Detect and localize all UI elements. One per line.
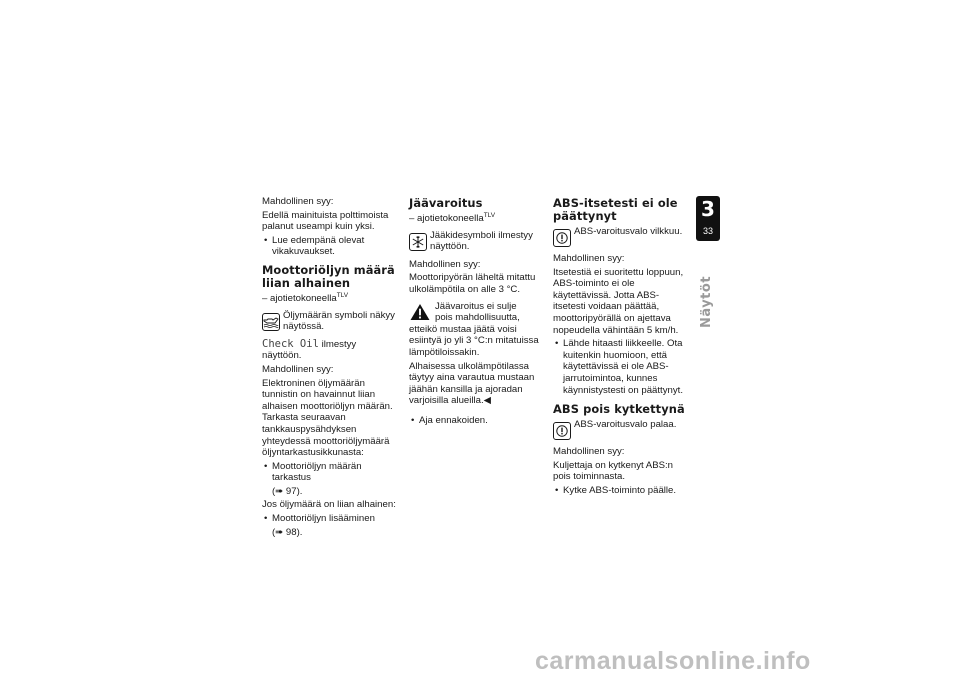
bullet-item: • Kytke ABS-toiminto päälle. (553, 485, 689, 497)
paragraph: Itsetestiä ei suoritettu loppuun, ABS-toiminto ei ole käytettävissä. Jotta ABS-itsetesti voidaan päättää, moottoripyörällä on ajettava nopeudella vähintään 5 km/h. (553, 266, 684, 336)
icon-description: ABS-varoitusvalo palaa. (574, 419, 677, 431)
check-oil-line (262, 339, 398, 362)
display-text-code: Check Oil (262, 337, 319, 350)
paragraph: Edellä mainituista polttimoista palanut useampi kuin yksi. (262, 209, 389, 233)
icon-description: Jääkidesymboli ilmestyy näyttöön. (430, 229, 533, 253)
chapter-tab (696, 196, 720, 241)
warning-triangle-icon (409, 303, 431, 321)
bullet-item: • Moottoriöljyn määrän tarkastus (262, 461, 398, 484)
end-marker-icon: ◀ (483, 395, 492, 407)
paragraph: Kuljettaja on kytkenyt ABS:n pois toiminnasta. (553, 459, 673, 483)
dash: – (262, 292, 268, 304)
heading-abs-selftest: ABS-itsetesti ei ole päättynyt (553, 196, 678, 223)
abs-on-row (553, 419, 689, 440)
warning-text: etteikö mustaa jäätä voisi esiintyä jo yli 3 °C:n mitatuissa lämpötiloissakin. (409, 323, 539, 358)
abs-blink-row (553, 226, 689, 247)
paragraph-text: Alhaisessa ulkolämpötilassa täytyy aina varautua mustaan jäähän kansilla ja ajoradan varjoisilla alueilla. (409, 360, 535, 407)
bullet-item: • Lähde hitaasti liikkeelle. Ota kuitenkin huomioon, että käytettävissä ei ole ABS-jarrutoimintoa, kunnes käynnistystesti on päättynyt. (553, 338, 689, 396)
paragraph: Moottoripyörän läheltä mitattu ulkolämpötila on alle 3 °C. (409, 272, 536, 295)
bullet-item: • Lue edempänä olevat vikakuvaukset. (262, 235, 398, 258)
section-label (697, 272, 717, 332)
watermark: carmanualsonline.info (535, 647, 811, 675)
warning-line: pois mahdollisuutta, (435, 312, 520, 324)
bullet-item: • Aja ennakoiden. (409, 415, 544, 427)
warning-line: Jäävaroitus ei sulje (435, 300, 517, 312)
page-reference-link[interactable]: (➠ 97). (272, 485, 303, 497)
cause-label: Mahdollinen syy: (553, 253, 625, 264)
warning-first-lines (435, 301, 520, 324)
section-label-text: Näytöt (699, 275, 715, 329)
abs-warning-icon (553, 229, 571, 247)
display-text-rest: ilmestyy näyttöön. (262, 338, 357, 362)
subheading-computer (409, 213, 544, 225)
paragraph: Elektroninen öljymäärän tunnistin on havainnut liian alhaisen moottoriöljyn määrän. Tarkasta seuraavan tankkauspysähdyksen yhteydessä moottoriöljymäärä öljyntarkastusikkunasta: (262, 377, 393, 459)
bullet-item: • Moottoriöljyn lisääminen (262, 513, 398, 525)
paragraph (409, 361, 544, 407)
icon-description: Öljymäärän symboli näkyy näytössä. (283, 309, 395, 333)
cause-label: Mahdollinen syy: (553, 446, 625, 458)
warning-block (409, 301, 544, 324)
computer-label: ajotietokoneella (417, 213, 484, 224)
oil-can-icon (262, 313, 280, 331)
cause-label: Mahdollinen syy: (409, 258, 481, 270)
column-1 (262, 196, 398, 540)
tlv-superscript: TLV (336, 291, 349, 299)
heading-ice-warning: Jäävaroitus (409, 196, 483, 210)
dash: – (409, 213, 415, 224)
icon-description: ABS-varoitusvalo vilkkuu. (574, 226, 683, 237)
subheading-computer (262, 293, 398, 305)
cause-label: Mahdollinen syy: (262, 196, 334, 207)
paragraph: Jos öljymäärä on liian alhainen: (262, 499, 396, 511)
tlv-superscript: TLV (483, 212, 496, 219)
oil-symbol-row (262, 310, 398, 333)
column-2 (409, 196, 544, 429)
heading-oil-level: Moottoriöljyn määrä liian alhainen (262, 262, 395, 290)
abs-warning-icon (553, 422, 571, 440)
heading-abs-off: ABS pois kytkettynä (553, 402, 685, 417)
snowflake-icon (409, 233, 427, 251)
computer-label: ajotietokoneella (270, 292, 337, 304)
cause-label: Mahdollinen syy: (262, 363, 334, 375)
page-reference-link[interactable]: (➠ 98). (272, 526, 303, 538)
column-3 (553, 196, 689, 499)
ice-symbol-row (409, 230, 544, 253)
chapter-number: 3 (701, 197, 715, 221)
page-number: 33 (702, 226, 713, 236)
